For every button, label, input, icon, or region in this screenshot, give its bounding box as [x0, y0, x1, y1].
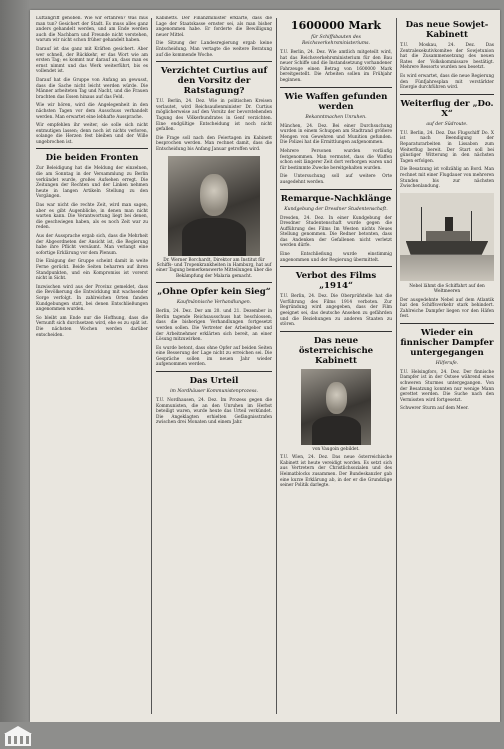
paragraph: Eine Entschließung wurde einstimmig angenommen und der Regierung übermittelt. — [280, 252, 392, 263]
paragraph: T.U. Berlin, 24. Dez. Wie amtlich mitgeteilt wird, hat das Reichsverkehrsministerium für den Bau neuer Schiffe und die Instandsetzung vorhandener Fahrzeuge einen Betrag von 1600000 Mark bereitgestellt. Die Arbeiten sollen im Frühjahr beginnen. — [280, 50, 392, 83]
newspaper-page — [30, 10, 500, 722]
column-2 — [156, 16, 272, 716]
paragraph: Die Frage soll nach den Feiertagen im Kabinett besprochen werden. Man rechnet damit, dass die Entscheidung bis Anfang Januar getroffen wird. — [156, 135, 272, 152]
divider — [156, 282, 272, 283]
column-3 — [280, 16, 392, 716]
divider — [156, 61, 272, 62]
headline-waffen: Wie Waffen gefunden werden — [284, 91, 388, 112]
library-logo-icon — [4, 725, 32, 747]
column-rule — [151, 18, 152, 714]
paragraph: Aus der Aussprache ergab sich, dass die Mehrheit der Abgeordneten der Ansicht ist, die Regierung habe ihre Pflicht versäumt. Man verlangt eine sofortige Erklärung vor dem Plenum. — [36, 234, 148, 256]
photo-caption: von Vaugoin gebildet. — [312, 446, 360, 452]
divider — [280, 331, 392, 332]
paragraph: Dresden, 24. Dez. In einer Kundgebung der Dresdner Studentenschaft wurde gegen die Aufführung des Films Im Westen nichts Neues Stellung genommen. Die Redner betonten, dass das Andenken der Gefallenen nicht verletzt werden dürfe. — [280, 215, 392, 249]
paragraph: T.U. Helsingfors, 24. Dez. Der finnische Dampfer ist in der Ostsee während eines schweren Sturmes untergegangen. Von der Besatzung konnten nur wenige Mann gerettet werden. Die Suche nach den Vermissten wird fortgesetzt. — [400, 369, 494, 403]
column-rule — [276, 18, 277, 714]
subheadline: für Schiffsbauten des Reichsverkehrsministeriums. — [301, 35, 371, 46]
paragraph: Mehrere Personen wurden vorläufig festgenommen. Man vermutet, dass die Waffen schon seit längerer Zeit dort verborgen waren und für bestimmte Zwecke bereitgehalten wurden. — [280, 148, 392, 171]
paragraph: T.U. Berlin, 24. Dez. Das Flugschiff Do. X ist nach Beendigung der Reparaturarbeiten in Lissabon zum Weiterflug bereit. Der Start soll bei günstiger Witterung in den nächsten Tagen erfolgen. — [400, 130, 494, 164]
headline-finnischer-dampfer: Wieder ein finnischer Dampfer untergegangen — [400, 327, 494, 358]
paragraph: Der ausgedehnte Nebel auf dem Atlantik hat den Schiffsverkehr stark behindert. Zahlreiche Dampfer liegen vor den Häfen fest. — [400, 297, 494, 320]
paragraph: Die Besatzung ist vollzählig an Bord. Man rechnet mit einer Flugdauer von mehreren Stunden bis zur nächsten Zwischenlandung. — [400, 167, 494, 190]
divider — [400, 323, 494, 324]
viewer-footer — [0, 722, 504, 749]
scan-edge — [0, 0, 30, 749]
paragraph: T.U. Nordhausen, 24. Dez. Im Prozess gegen die Kommunisten, die an den Unruhen im Herbst beteiligt waren, wurde heute das Urteil verkündet. Die Angeklagten erhielten Gefängnisstrafen zwischen drei Monaten und einem Jahr. — [156, 398, 272, 426]
subheadline: Kundgebung der Dresdner Studentenschaft. — [284, 206, 388, 212]
paragraph: Inzwischen wird aus der Provinz gemeldet, dass die Bevölkerung die Entwicklung mit wachsender Sorge verfolgt. In zahlreichen Orten fanden Kundgebungen statt, bei denen Entschließungen angenommen wurden. — [36, 284, 148, 313]
divider — [280, 189, 392, 190]
paragraph: Es wurde betont, dass ohne Opfer auf beiden Seiten eine Besserung der Lage nicht zu erreichen sei. Die Gespräche sollen im neuen Jahr wieder aufgenommen werden. — [156, 345, 272, 368]
paragraph: Schwerer Sturm auf dem Meer. — [400, 406, 469, 412]
paragraph: T.U. Berlin, 24. Dez. Die Oberprüfstelle hat die Vorführung des Films 1914 verboten. Zur Begründung wird angegeben, dass der Film geeignet sei, das deutsche Ansehen zu gefährden und die Beziehungen zu anderen Staaten zu stören. — [280, 294, 392, 328]
paragraph: Berlin, 24. Dez. Der am 20. und 21. Dezember in Berlin tagende Reichsausschuss hat beschlossen, dass die bisherigen Verhandlungen fortgesetzt werden sollen. Die Vertreter der Arbeitgeber und der Arbeitnehmer erklärten sich bereit, an einer Lösung mitzuwirken. — [156, 309, 272, 343]
portrait-photo — [301, 369, 371, 445]
subheadline: Bekanntmachen Unruhen. — [305, 114, 367, 120]
headline-sowjet-kabinett: Das neue Sowjet-Kabinett — [405, 20, 489, 40]
paragraph: Die Untersuchung soll auf weitere Orte ausgedehnt werden. — [280, 174, 392, 185]
paragraph: Kabinetts. Der Finanzminister erklärte, dass die Lage der Staatskasse ernster sei, als man bisher angenommen habe. Er forderte die Bewilligung neuer Mittel. — [156, 16, 272, 38]
paragraph: Darauf hat die Gruppe von Anfang an gewusst, dass die Sache nicht leicht werden würde. Die Männer arbeiteten Tag und Nacht, und die Frauen brachten das Essen hinaus auf das Feld. — [36, 77, 148, 100]
headline-film-verbot: Verbot des Films „1914“ — [295, 271, 377, 292]
divider — [156, 371, 272, 372]
paragraph: T.U. Moskau, 24. Dez. Das Zentralexekutivkomitee der Sowjetunion hat die Zusammensetzung des neuen Rates der Volkskommissare bestätigt. Mehrere Ressorts wurden neu besetzt. — [400, 43, 494, 71]
subheadline: im Nordhäuser Kommunistenprozess. — [170, 389, 258, 395]
paragraph: Zur Beleidigung hat die Meldung der einzelnen, die am Sonntag in der Versammlung zu Berlin verkündet wurde, großes Aufsehen erregt. Die Zeitungen der Rechten und der Linken nehmen heute in langen Artikeln Stellung zu den Vorgängen. — [36, 166, 148, 200]
photo-caption: Nebel lähmt die Schiffahrt auf den Weltmeeren — [409, 283, 485, 295]
headline-das-urteil: Das Urteil — [189, 376, 239, 387]
paragraph: Darauf ist das ganz mit Kräften gesichert. Aber wer schnell, der Rückkehr, er das Wort wie am ersten Tag; es kommt nur darauf an, dass man es ernst nimmt und das Werk weiterführt, bis es vollendet ist. — [36, 46, 148, 75]
subheadline: auf der Südroute. — [426, 121, 468, 127]
paragraph: Es wird erwartet, dass die neue Regierung den Fünfjahresplan mit verstärkter Energie durchführen wird. — [400, 73, 494, 91]
column-1 — [36, 16, 148, 716]
paragraph: München, 24. Dez. Bei einer Durchsuchung wurden in einem Schuppen am Stadtrand größere Mengen von Gewehren und Munition gefunden. Die Polizei hat die Ermittlungen aufgenommen. — [280, 123, 392, 146]
paragraph: Die Sitzung der Landesregierung ergab keine Entscheidung. Man vertagte die weitere Beratung auf die kommende Woche. — [156, 41, 272, 58]
paragraph: So bleibt am Ende nur die Hoffnung, dass die Vernunft sich durchsetzen wird, ehe es zu spät ist. Die nächsten Wochen werden darüber entscheiden. — [36, 315, 148, 338]
headline-1600000-mark: 1600000 Mark — [290, 19, 382, 32]
subheadline: Hilferufe. — [435, 360, 459, 366]
divider — [36, 148, 148, 149]
headline-die-beiden-fronten: Die beiden Fronten — [45, 153, 139, 164]
paragraph: Die Einigung der Gruppe scheint damit in weite Ferne gerückt. Beide Seiten beharren auf ihren Standpunkten, und ein Kompromiss ist vorerst nicht in Sicht. — [36, 259, 148, 282]
headline-curtius: Verzichtet Curtius auf den Vorsitz der Ratstagung? — [160, 66, 268, 97]
photo-caption: Dr. Werner Borchardt, Direktor am Institut für Schiffs- und Tropenkrankheiten in Hamburg, hat auf einer Tagung bemerkenswerte Mitteilungen über die Bekämpfung der Malaria gemacht. — [156, 257, 272, 279]
ship-photo — [400, 193, 494, 281]
divider — [400, 94, 494, 95]
headline-remarque: Remarque-Nachklänge — [280, 193, 392, 204]
paragraph: Wir empfehlen ihr weiter, sie solle sich nicht entmutigen lassen; denn noch ist nichts verloren, solange die Herzen fest bleiben und der Wille ungebrochen ist. — [36, 123, 148, 145]
headline-ohne-opfer: „Ohne Opfer kein Sieg“ — [157, 287, 271, 298]
paragraph: T.U. Berlin, 24. Dez. Wie in politischen Kreisen verlautet, wird Reichsaußenminister Dr. Curtius möglicherweise auf den Vorsitz der bevorstehenden Tagung des Völkerbundrates in Genf verzichten. Eine endgültige Entscheidung ist noch nicht gefallen. — [156, 99, 272, 133]
subheadline: Kaufmännische Verhandlungen. — [176, 300, 252, 306]
paragraph: Wie wir hören, wird die Angelegenheit in den nächsten Tagen vor dem Ausschuss verhandelt werden. Man erwartet eine lebhafte Aussprache. — [36, 103, 148, 120]
divider — [280, 266, 392, 267]
paragraph: Das war nicht die rechte Zeit, wird man sagen, aber es gibt Augenblicke, in denen man nicht warten kann. Die Verantwortung liegt bei denen, die geschwiegen haben, als es noch Zeit war zu reden. — [36, 203, 148, 231]
portrait-photo — [168, 156, 260, 256]
column-4 — [400, 16, 494, 716]
column-rule — [396, 18, 397, 714]
paragraph: Luftangriff gehoben. Wie wir erfahren? Was mus man tun? Gesichert der Stadt. Es muss alles ganz anders gehandelt werden, und am Ende werden auch die Nachbarn und Freunde nicht verstehen, warum wir nicht schon früher gehandelt haben. — [36, 16, 148, 44]
headline-do-x: Weiterflug der „Do. X“ — [400, 98, 494, 119]
headline-oesterreich-kabinett: Das neue österreichische Kabinett — [298, 335, 374, 366]
paragraph: T.U. Wien, 24. Dez. Das neue österreichische Kabinett ist heute vereidigt worden. Es setzt sich aus Vertretern der Christlichsozialen und des Heimatblocks zusammen. Der Bundeskanzler gab eine kurze Erklärung ab, in der er die Grundzüge seiner Politik darlegte. — [280, 455, 392, 489]
divider — [280, 87, 392, 88]
